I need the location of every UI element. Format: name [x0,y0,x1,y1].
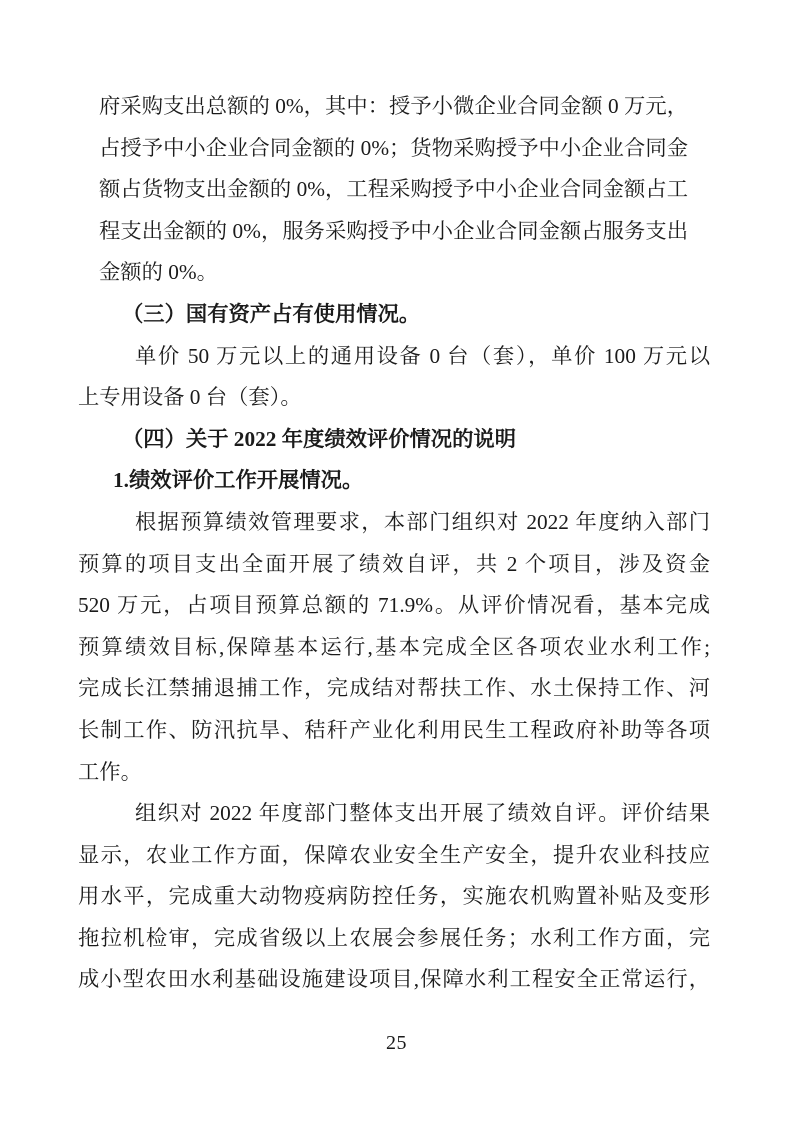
text-line: 完成长江禁捕退捕工作，完成结对帮扶工作、水土保持工作、河 [78,676,710,701]
text-line: 成小型农田水利基础设施建设项目,保障水利工程安全正常运行， [78,967,710,992]
text-line: 长制工作、防汛抗旱、秸秆产业化利用民生工程政府补助等各项 [78,717,710,742]
page-number: 25 [386,1032,407,1054]
text-line: 上专用设备 0 台（套）。 [78,385,302,410]
text-line: 金额的 0%。 [99,260,218,285]
text-line: 520 万元，占项目预算总额的 71.9%。从评价情况看，基本完成 [78,593,710,618]
text-line: 额占货物支出金额的 0%，工程采购授予中小企业合同金额占工 [99,177,688,202]
heading-performance-2022 [78,419,710,461]
sub-heading: 1.绩效评价工作开展情况。 [113,468,364,493]
text-line: 预算的项目支出全面开展了绩效自评，共 2 个项目，涉及资金 [78,551,710,576]
text-line: 用水平，完成重大动物疫病防控任务，实施农机购置补贴及变形 [78,884,710,909]
paragraph-project-self-evaluation [78,502,710,793]
text-line: 程支出金额的 0%，服务采购授予中小企业合同金额占服务支出 [99,218,688,243]
text-line: 占授予中小企业合同金额的 0%；货物采购授予中小企业合同金 [99,135,688,160]
text-line: 府采购支出总额的 0%，其中：授予小微企业合同金额 0 万元， [99,94,688,118]
text-line: 显示，农业工作方面，保障农业安全生产安全，提升农业科技应 [78,842,710,867]
text-line: 预算绩效目标,保障基本运行,基本完成全区各项农业水利工作; [78,634,710,659]
text-line: 单价 50 万元以上的通用设备 0 台（套），单价 100 万元以 [135,343,710,368]
text-line: 拖拉机检审，完成省级以上农展会参展任务；水利工作方面，完 [78,925,710,950]
text-line: 根据预算绩效管理要求，本部门组织对 2022 年度纳入部门 [135,509,710,534]
text-line: 组织对 2022 年度部门整体支出开展了绩效自评。评价结果 [135,801,710,826]
text-line: 工作。 [78,759,142,784]
paragraph-procurement-continuation [78,86,710,294]
page-content [78,86,710,1001]
paragraph-state-assets [78,336,710,419]
section-heading: （三）国有资产占有使用情况。 [122,301,421,326]
heading-state-assets [78,294,710,336]
section-heading: （四）关于 2022 年度绩效评价情况的说明 [122,426,516,451]
subheading-performance-work [78,460,710,502]
paragraph-overall-self-evaluation [78,793,710,1001]
